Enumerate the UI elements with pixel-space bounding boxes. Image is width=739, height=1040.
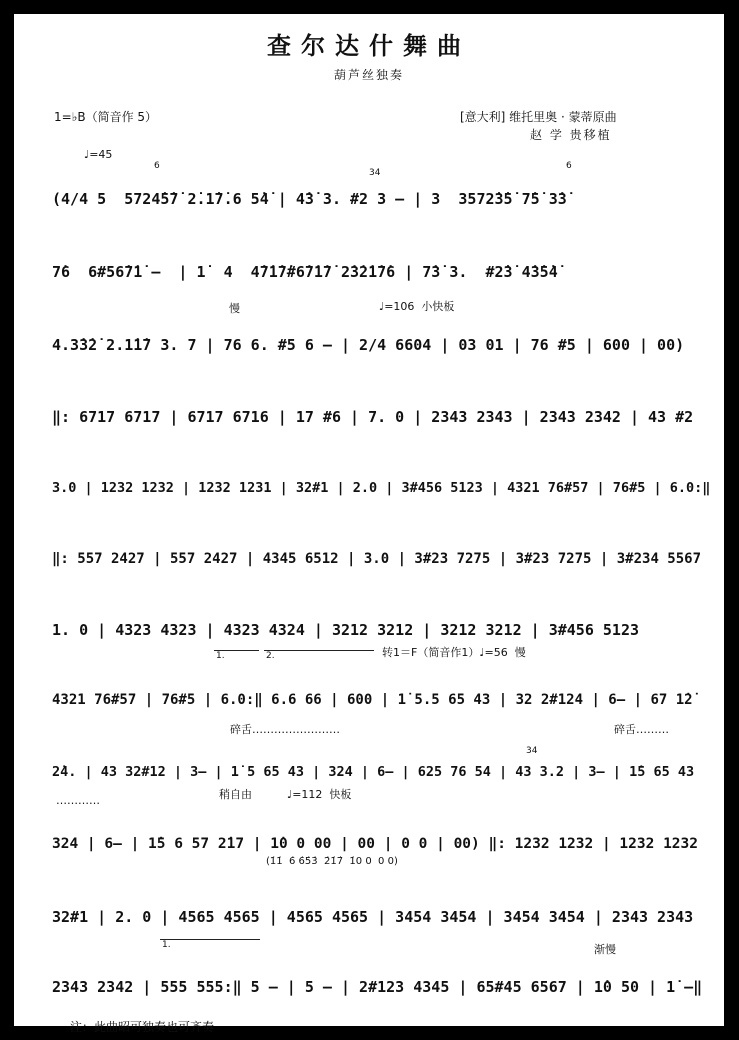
score-title: 查尔达什舞曲: [267, 31, 471, 60]
free-tempo-marking: 稍自由: [219, 788, 252, 801]
notation-line: 4321 76#57 | 76#5 | 6.0:‖ 6.6 66 | 600 | 1̇ 5.5 65 43 | 32 2#124 | 6– | 67 1̇2̇: [52, 692, 693, 708]
notation-line: 324 | 6– | 1̇5 6 57 2̇17 | 1̇0 0 00 | 00 | 0 0 | 00) ‖: 1232 1232 | 1232 1232: [52, 836, 699, 852]
flutter-tongue-marking-1: 碎舌……………………: [230, 723, 340, 736]
staff-row: [52, 760, 712, 790]
sextuplet-mark-2: 6: [566, 161, 572, 171]
volta-2-bracket: [264, 650, 374, 651]
slow-marking: 慢: [229, 302, 240, 315]
composer-credit: [意大利] 维托里奥 · 蒙蒂原曲: [460, 110, 617, 124]
staff-row: [52, 332, 712, 362]
staff-row: [52, 259, 712, 289]
lower-part-notation: (1̇1̇ 6̇ 6̇5̇3̇ 2̇1̇7̇ 1̇0 0 0 0): [266, 856, 398, 867]
flutter-tongue-continuation: …………: [56, 794, 100, 807]
key-signature: 1=♭B（简音作 5）: [54, 110, 158, 124]
staff-row: [52, 904, 712, 934]
staff-row: [52, 186, 712, 216]
gradual-slow-marking: 渐慢: [594, 943, 616, 956]
staff-row: [52, 974, 712, 1004]
staff-row: [52, 547, 712, 577]
staff-row: [52, 476, 712, 506]
trill-mark-2: 34: [526, 746, 538, 756]
notation-line: 2343 2342 | 555 555:‖ 5 – | 5 – | 2#123 4345 | 65#45 6567 | 1̇0 50 | 1̇ –‖: [52, 978, 703, 996]
notation-line: 32#1 | 2. 0 | 4565 4565 | 4565 4565 | 3454 3454 | 3454 3454 | 2343 2343: [52, 908, 694, 926]
arranger-credit: 赵 学 贵移植: [530, 128, 612, 142]
notation-line: 1. 0 | 4323 4323 | 4323 4324 | 3212 3212 | 3212 3212 | 3#456 5123: [52, 621, 639, 639]
staff-row: [52, 404, 712, 434]
sextuplet-mark-1: 6: [154, 161, 160, 171]
tempo-marking-112: ♩=112 快板: [287, 788, 352, 801]
notation-line: 4.3̇3̇2̇ 2.1̇1̇7 3. 7 | 76 6. #5 6 – | 2/4 6604 | 03 01 | 76 #5 | 600 | 00): [52, 336, 685, 354]
volta-1-bracket-lower: [160, 939, 260, 940]
volta-1-mark: 1.: [216, 651, 225, 661]
tempo-marking-45: ♩=45: [84, 148, 113, 161]
trill-mark-1: 34: [369, 168, 381, 178]
volta-1-bracket: [214, 650, 259, 651]
notation-line: 7̇6 6#56̇7̇1̇ – | 1̇ 4 4̇7̇1̇7̇#6̇7̇1̇7̇ 2̇3̇2̇1̇7̇6 | 7̇3̇ 3. #2̇3̇ 4̇3̇5̇4̇: [52, 263, 558, 281]
tempo-marking-106: ♩=106 小快板: [379, 300, 455, 313]
notation-line: 2̇4. | 43 32#12 | 3– | 1̇ 5 65 43 | 324 | 6– | 625 76 54 | 43 3.2 | 3– | 1̇5 65 43: [52, 764, 695, 780]
staff-row: [52, 617, 712, 647]
notation-line: 3.0 | 1232 1232 | 1232 1231 | 32#1 | 2.0 | 3#456 5123 | 4321 76#57 | 76#5 | 6.0:‖: [52, 480, 711, 496]
sheet-music-page: [14, 14, 724, 1034]
flutter-tongue-marking-2: 碎舌………: [614, 723, 669, 736]
volta-2-mark: 2.: [266, 651, 275, 661]
notation-line: ‖: 557 2427 | 557 2427 | 4345 6512 | 3.0 | 3#23 7275 | 3#23 7275 | 3#234 5567: [52, 551, 702, 567]
score-subtitle: 葫芦丝独奏: [333, 68, 404, 82]
notation-line: (4/4 5 5724̇5̇7̇ 2̇.1̇7̇.6 5̇4̇ | 4̇3̇ 3. #2 3 – | 3 3572̇3̇5̇ 7̇5̇ 3̇3̇: [52, 190, 567, 208]
key-change-marking: 转1＝F（简音作1）♩=56 慢: [382, 646, 526, 659]
footnote: 注：此曲昭可独奏也可齐奏: [70, 1020, 215, 1034]
notation-line: ‖: 6717 6717 | 6717 6716 | 17 #6 | 7. 0 | 2343 2343 | 2343 2342 | 43 #2: [52, 408, 694, 426]
staff-row: [52, 688, 712, 718]
volta-1-mark-lower: 1.: [162, 940, 171, 950]
